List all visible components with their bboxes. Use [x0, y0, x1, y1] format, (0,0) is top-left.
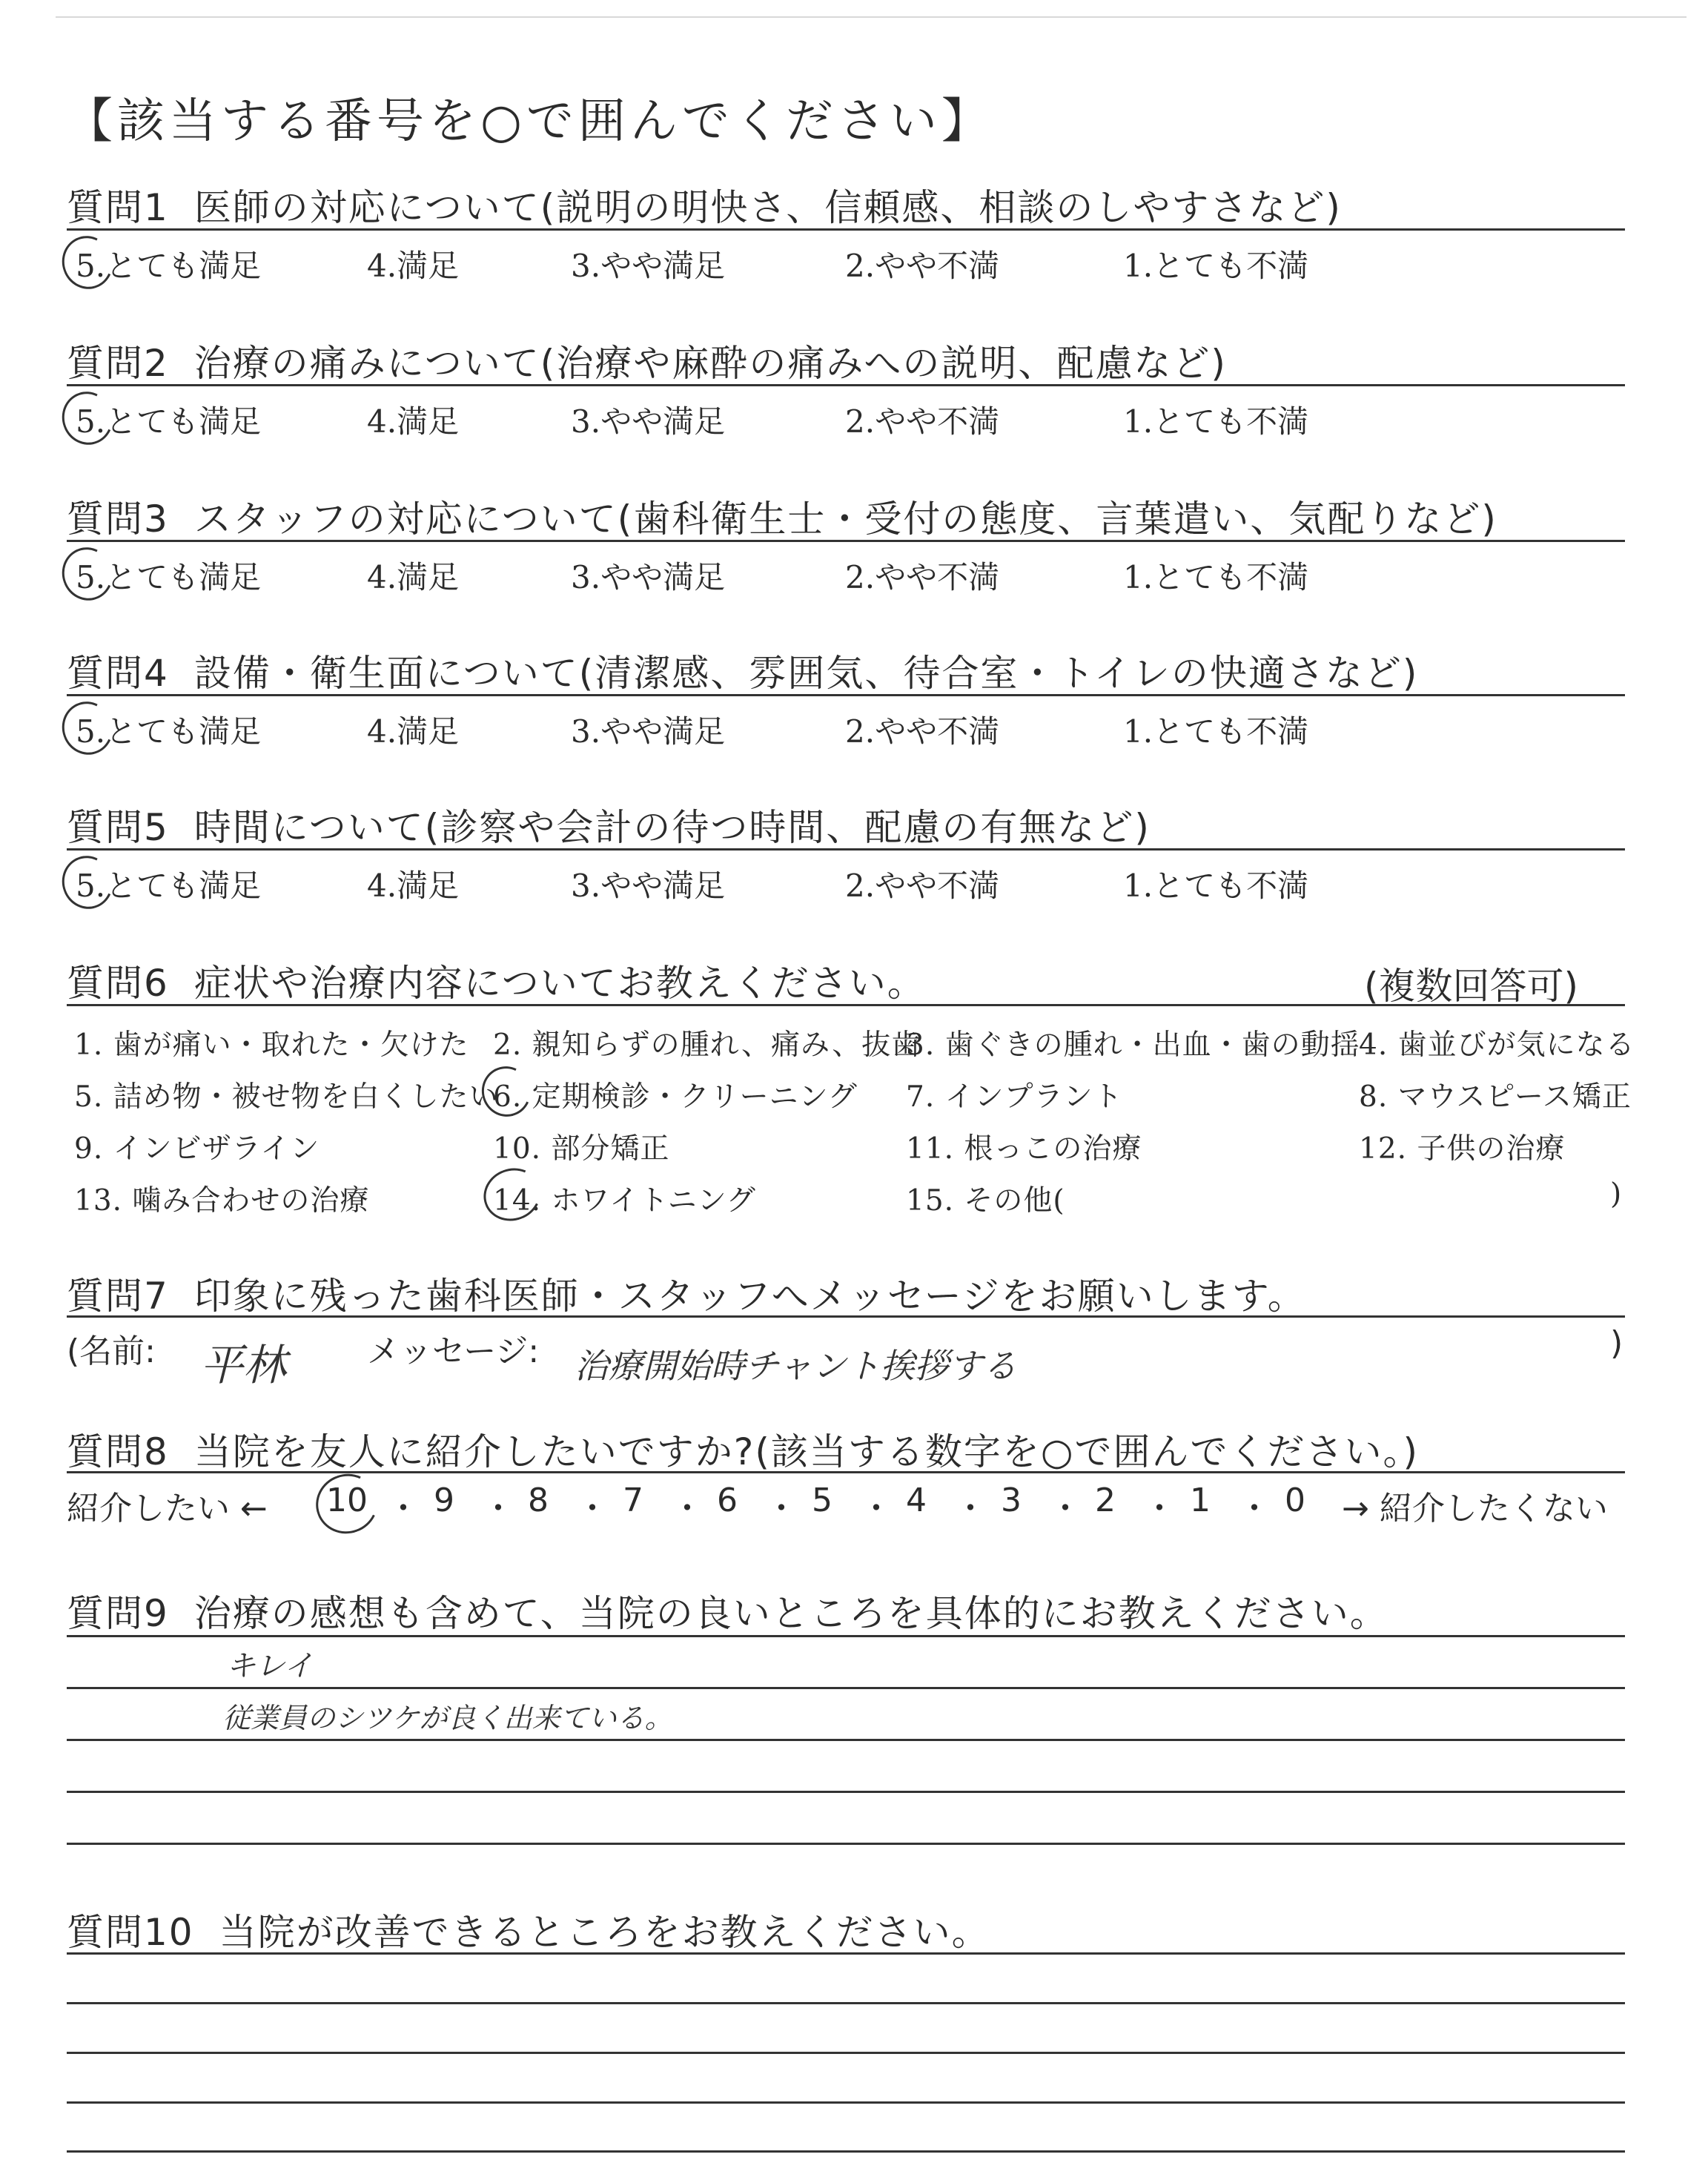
symptom-option-9[interactable]: 9. インビザライン	[74, 1132, 320, 1166]
scale-value-8[interactable]: 8	[528, 1482, 549, 1519]
rating-option-4[interactable]: 4.満足	[367, 713, 460, 750]
question-3	[67, 489, 1497, 543]
page-edge	[56, 16, 1687, 18]
symptom-option-15[interactable]: 15. その他(	[906, 1184, 1065, 1218]
rating-option-4[interactable]: 4.満足	[367, 248, 460, 284]
question-number: 質問1	[67, 186, 169, 229]
question-6	[67, 954, 926, 1007]
question-text: 医師の対応について(説明の明快さ、信頼感、相談のしやすさなど)	[193, 186, 1342, 229]
rule	[67, 1739, 1625, 1741]
scale-left-label: 紹介したい ←	[67, 1490, 268, 1527]
rule	[67, 384, 1625, 386]
recommend-scale: 紹介したい ← 10 ・ 9 ・ 8 ・ 7 ・ 6 ・ 5 ・ 4 ・ 3 ・ 2 ・ 1 ・ 0 → 紹介したくない	[67, 1482, 1631, 1529]
question-text: スタッフの対応について(歯科衛生士・受付の態度、言葉遣い、気配りなど)	[193, 498, 1497, 541]
question-text: 治療の感想も含めて、当院の良いところを具体的にお教えください。	[193, 1592, 1388, 1635]
rating-row-q5	[67, 862, 1623, 906]
rating-option-1[interactable]: 1.とても不満	[1123, 713, 1309, 750]
rating-option-2[interactable]: 2.やや不満	[845, 868, 1000, 904]
question-number: 質問4	[67, 652, 169, 695]
rule	[67, 1315, 1625, 1318]
scale-value-9[interactable]: 9	[434, 1482, 454, 1519]
symptom-option-5[interactable]: 5. 詰め物・被せ物を白くしたい	[74, 1080, 499, 1114]
other-close-paren: )	[1610, 1178, 1623, 1211]
question-4	[67, 644, 1418, 697]
rating-option-5[interactable]: 5.とても満足	[76, 559, 262, 595]
rating-option-3[interactable]: 3.やや満足	[571, 868, 726, 904]
rating-row-q3	[67, 553, 1623, 598]
rule	[67, 1471, 1625, 1473]
handwritten-answer-2: 従業員のシツケが良く出来ている。	[222, 1702, 673, 1734]
rating-option-1[interactable]: 1.とても不満	[1123, 403, 1309, 440]
scale-value-3[interactable]: 3	[1001, 1482, 1022, 1519]
rating-option-4[interactable]: 4.満足	[367, 403, 460, 440]
rule	[67, 2150, 1625, 2153]
rule	[67, 1004, 1625, 1006]
rule	[67, 228, 1625, 231]
scale-value-10[interactable]: 10	[326, 1482, 368, 1519]
question-text: 印象に残った歯科医師・スタッフへメッセージをお願いします。	[193, 1275, 1306, 1318]
selection-circle	[308, 1465, 386, 1542]
rule	[67, 2052, 1625, 2054]
question-number: 質問6	[67, 962, 169, 1005]
instruction-heading: 【該当する番号を○で囲んでください】	[65, 94, 993, 149]
rating-option-5[interactable]: 5.とても満足	[76, 868, 262, 904]
scale-value-6[interactable]: 6	[717, 1482, 738, 1519]
symptom-option-11[interactable]: 11. 根っこの治療	[906, 1132, 1142, 1166]
rule	[67, 694, 1625, 696]
rating-option-3[interactable]: 3.やや満足	[571, 403, 726, 440]
scale-value-7[interactable]: 7	[623, 1482, 643, 1519]
symptom-option-6[interactable]: 6. 定期検診・クリーニング	[493, 1080, 858, 1114]
symptom-option-4[interactable]: 4. 歯並びが気になる	[1359, 1028, 1635, 1062]
rating-option-1[interactable]: 1.とても不満	[1123, 868, 1309, 904]
rating-row-q2	[67, 397, 1623, 442]
scale-value-2[interactable]: 2	[1095, 1482, 1116, 1519]
question-text: 当院が改善できるところをお教えください。	[219, 1911, 990, 1954]
question-number: 質問9	[67, 1592, 169, 1635]
rating-option-4[interactable]: 4.満足	[367, 868, 460, 904]
question-9	[67, 1584, 1388, 1637]
symptom-option-1[interactable]: 1. 歯が痛い・取れた・欠けた	[74, 1028, 469, 1062]
question-10	[67, 1903, 990, 1956]
question-text: 症状や治療内容についてお教えください。	[193, 962, 926, 1005]
question-8	[67, 1422, 1419, 1476]
rule	[67, 1635, 1625, 1637]
symptom-option-8[interactable]: 8. マウスピース矯正	[1359, 1080, 1632, 1114]
scale-value-1[interactable]: 1	[1190, 1482, 1211, 1519]
rule	[67, 1843, 1625, 1845]
rating-option-3[interactable]: 3.やや満足	[571, 713, 726, 750]
symptom-option-10[interactable]: 10. 部分矯正	[493, 1132, 670, 1166]
rating-option-4[interactable]: 4.満足	[367, 559, 460, 595]
question-number: 質問8	[67, 1430, 169, 1473]
rating-option-2[interactable]: 2.やや不満	[845, 248, 1000, 284]
rule	[67, 2002, 1625, 2004]
rule	[67, 2101, 1625, 2104]
rating-option-3[interactable]: 3.やや満足	[571, 559, 726, 595]
question-number: 質問5	[67, 806, 169, 849]
scale-value-5[interactable]: 5	[812, 1482, 833, 1519]
rating-option-5[interactable]: 5.とても満足	[76, 248, 262, 284]
question-number: 質問2	[67, 342, 169, 385]
question-text: 時間について(診察や会計の待つ時間、配慮の有無など)	[193, 806, 1151, 849]
symptom-option-7[interactable]: 7. インプラント	[906, 1080, 1123, 1114]
scale-value-0[interactable]: 0	[1285, 1482, 1305, 1519]
name-label: (名前:	[67, 1332, 156, 1370]
rating-option-5[interactable]: 5.とても満足	[76, 403, 262, 440]
rule	[67, 1952, 1625, 1955]
scale-value-4[interactable]: 4	[906, 1482, 927, 1519]
symptom-option-14[interactable]: 14. ホワイトニング	[493, 1184, 756, 1218]
rule	[67, 540, 1625, 542]
question-text: 治療の痛みについて(治療や麻酔の痛みへの説明、配慮など)	[193, 342, 1227, 385]
handwritten-message: 治療開始時チャント挨拶する	[575, 1346, 1017, 1386]
question-5	[67, 798, 1151, 851]
scale-right-label: → 紹介したくない	[1342, 1490, 1608, 1527]
rating-row-q4	[67, 707, 1623, 752]
message-close-paren: )	[1610, 1324, 1623, 1362]
question-7	[67, 1266, 1306, 1320]
rule	[67, 1791, 1625, 1793]
rule	[67, 1687, 1625, 1689]
rating-option-2[interactable]: 2.やや不満	[845, 403, 1000, 440]
multiple-answers-note: (複数回答可)	[1364, 965, 1579, 1008]
rating-option-2[interactable]: 2.やや不満	[845, 559, 1000, 595]
question-2	[67, 334, 1227, 387]
question-1	[67, 178, 1342, 231]
rating-option-2[interactable]: 2.やや不満	[845, 713, 1000, 750]
question-number: 質問10	[67, 1911, 194, 1954]
rating-row-q1	[67, 242, 1623, 286]
rating-option-3[interactable]: 3.やや満足	[571, 248, 726, 284]
rating-option-1[interactable]: 1.とても不満	[1123, 248, 1309, 284]
symptom-option-2[interactable]: 2. 親知らずの腫れ、痛み、抜歯	[493, 1028, 921, 1062]
symptom-option-12[interactable]: 12. 子供の治療	[1359, 1132, 1566, 1166]
question-number: 質問3	[67, 498, 169, 541]
symptom-option-13[interactable]: 13. 噛み合わせの治療	[74, 1184, 370, 1218]
handwritten-answer-1: キレイ	[226, 1649, 314, 1683]
symptom-option-3[interactable]: 3. 歯ぐきの腫れ・出血・歯の動揺	[906, 1028, 1360, 1062]
message-label: メッセージ:	[367, 1332, 540, 1370]
question-text: 設備・衛生面について(清潔感、雰囲気、待合室・トイレの快適さなど)	[193, 652, 1419, 695]
rating-option-5[interactable]: 5.とても満足	[76, 713, 262, 750]
handwritten-name: 平林	[200, 1340, 287, 1390]
question-text: 当院を友人に紹介したいですか?(該当する数字を○で囲んでください。)	[193, 1430, 1419, 1473]
question-number: 質問7	[67, 1275, 169, 1318]
rule	[67, 848, 1625, 851]
rating-option-1[interactable]: 1.とても不満	[1123, 559, 1309, 595]
